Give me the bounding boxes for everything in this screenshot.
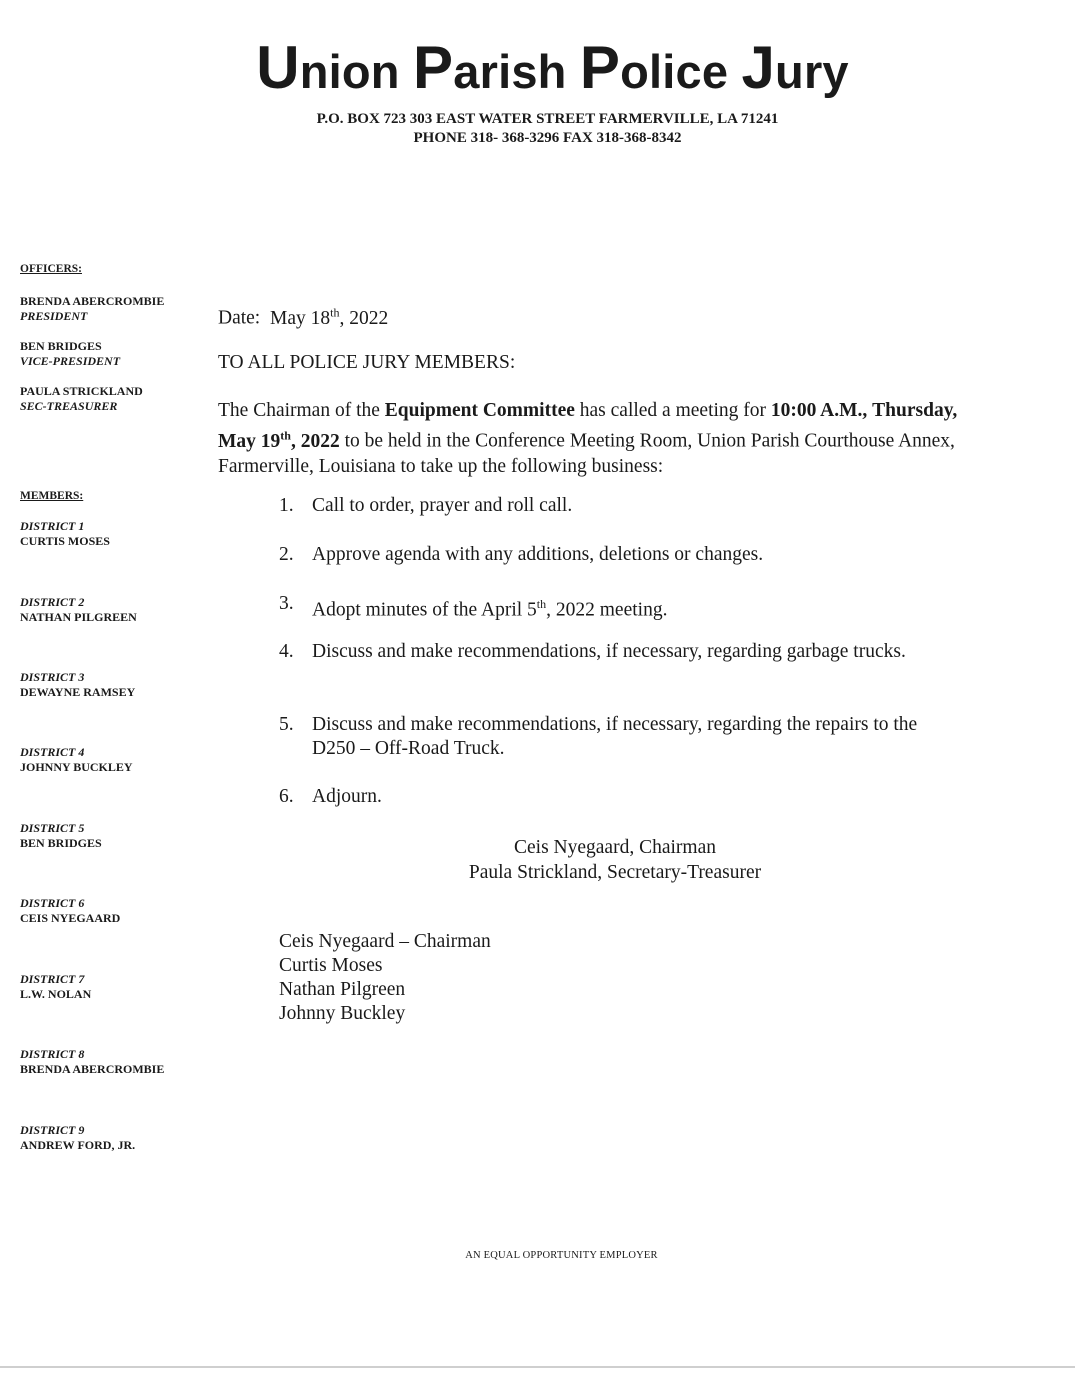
signature-block (400, 835, 830, 885)
agenda-text: Discuss and make recommendations, if necessary, regarding the repairs to the D250 – Off-Road Truck. (312, 714, 918, 759)
officer-entry (20, 339, 220, 369)
scan-edge-divider (0, 1366, 1075, 1368)
chairman-signature: Ceis Nyegaard, Chairman (514, 837, 716, 858)
agenda-text: Call to order, prayer and roll call. (312, 495, 573, 516)
organization-title (30, 28, 1075, 112)
member-entry (20, 896, 220, 926)
agenda-item (279, 640, 959, 664)
meeting-notice (218, 398, 978, 479)
agenda-item (279, 785, 959, 809)
officer-entry (20, 294, 220, 324)
meeting-time: 10:00 A.M., (770, 400, 868, 421)
agenda-text: Approve agenda with any additions, deletions or changes. (312, 544, 764, 565)
footer-text: AN EQUAL OPPORTUNITY EMPLOYER (465, 1250, 658, 1261)
agenda-text-suffix: th (536, 597, 547, 611)
title-word: arish (453, 45, 567, 98)
agenda-text-part: , 2022 meeting. (546, 599, 668, 621)
member-entry (20, 972, 220, 1002)
agenda-number: 3. (279, 593, 294, 614)
title-initial: P (413, 34, 454, 101)
committee-roster (279, 930, 491, 1026)
member-name: DEWAYNE RAMSEY (20, 685, 136, 699)
member-name: JOHNNY BUCKLEY (20, 760, 133, 774)
officer-role: SEC-TREASURER (20, 399, 118, 413)
member-entry (20, 1123, 220, 1153)
title-word: ury (775, 45, 849, 98)
member-district: DISTRICT 6 (20, 896, 85, 910)
date-year: , 2022 (339, 307, 389, 329)
committee-member: Nathan Pilgreen (279, 979, 406, 1000)
contact-info (0, 110, 1075, 148)
officer-name: BEN BRIDGES (20, 339, 102, 353)
agenda-item (279, 713, 959, 761)
agenda-text: Adjourn. (312, 786, 382, 807)
date-text: May 18 (269, 307, 331, 329)
salutation: TO ALL POLICE JURY MEMBERS: (218, 352, 516, 373)
member-name: BRENDA ABERCROMBIE (20, 1062, 165, 1076)
agenda-item (279, 592, 959, 623)
officer-name: BRENDA ABERCROMBIE (20, 294, 165, 308)
members-heading: MEMBERS: (20, 490, 84, 502)
officer-role: VICE-PRESIDENT (20, 354, 121, 368)
notice-text: The Chairman of the (218, 400, 385, 421)
notice-text: has called a meeting for (574, 400, 771, 421)
agenda-text-part: Adopt minutes of the April 5 (312, 599, 537, 621)
member-district: DISTRICT 9 (20, 1123, 85, 1137)
committee-member: Johnny Buckley (279, 1003, 406, 1024)
agenda-text (312, 592, 959, 623)
agenda-text: Discuss and make recommendations, if necessary, regarding garbage trucks. (312, 641, 906, 662)
meeting-year: , 2022 (290, 430, 340, 452)
date-label: Date: (218, 307, 261, 329)
letter-date (218, 300, 388, 331)
member-district: DISTRICT 5 (20, 821, 85, 835)
member-district: DISTRICT 4 (20, 745, 85, 759)
member-name: CEIS NYEGAARD (20, 911, 121, 925)
member-district: DISTRICT 2 (20, 595, 85, 609)
letterhead (0, 28, 1075, 148)
agenda-number: 6. (279, 786, 294, 807)
title-word: olice (620, 45, 729, 98)
agenda-item (279, 494, 959, 518)
title-initial: P (579, 34, 621, 101)
agenda-item (279, 543, 959, 567)
title-initial: U (256, 34, 300, 101)
member-entry (20, 670, 220, 700)
secretary-signature: Paula Strickland, Secretary-Treasurer (468, 862, 762, 883)
member-name: L.W. NOLAN (20, 987, 92, 1001)
officers-heading: OFFICERS: (20, 263, 82, 275)
agenda-number: 2. (279, 544, 294, 565)
committee-name: Equipment Committee (384, 400, 575, 421)
member-name: ANDREW FORD, JR. (20, 1138, 136, 1152)
member-entry (20, 1047, 220, 1077)
member-entry (20, 821, 220, 851)
member-entry (20, 595, 220, 625)
date-value (269, 305, 389, 329)
title-initial: J (741, 34, 776, 101)
address-line: P.O. BOX 723 303 EAST WATER STREET FARMERVILLE, LA 71241 (316, 111, 779, 127)
member-district: DISTRICT 3 (20, 670, 85, 684)
agenda-number: 4. (279, 641, 294, 662)
member-name: BEN BRIDGES (20, 836, 102, 850)
member-district: DISTRICT 8 (20, 1047, 85, 1061)
officer-name: PAULA STRICKLAND (20, 384, 143, 398)
meeting-day-suffix: th (280, 428, 291, 442)
member-district: DISTRICT 1 (20, 519, 85, 533)
notice-text: to be held in the Conference Meeting Room, Union Parish Courthouse Annex, Farmerville, Louisiana to take up the following business: (218, 430, 955, 477)
member-name: CURTIS MOSES (20, 534, 110, 548)
date-suffix: th (330, 305, 340, 319)
meeting-day: Thursday, May 19 (218, 400, 958, 452)
member-name: NATHAN PILGREEN (20, 610, 137, 624)
agenda-number: 5. (279, 714, 294, 735)
officer-entry (20, 384, 220, 414)
title-word: nion (299, 45, 400, 98)
committee-member: Ceis Nyegaard – Chairman (279, 931, 491, 952)
member-entry (20, 519, 220, 549)
member-district: DISTRICT 7 (20, 972, 85, 986)
officer-role: PRESIDENT (20, 309, 88, 323)
phone-line: PHONE 318- 368-3296 FAX 318-368-8342 (413, 130, 682, 146)
committee-member: Curtis Moses (279, 955, 383, 976)
agenda-number: 1. (279, 495, 294, 516)
member-entry (20, 745, 220, 775)
